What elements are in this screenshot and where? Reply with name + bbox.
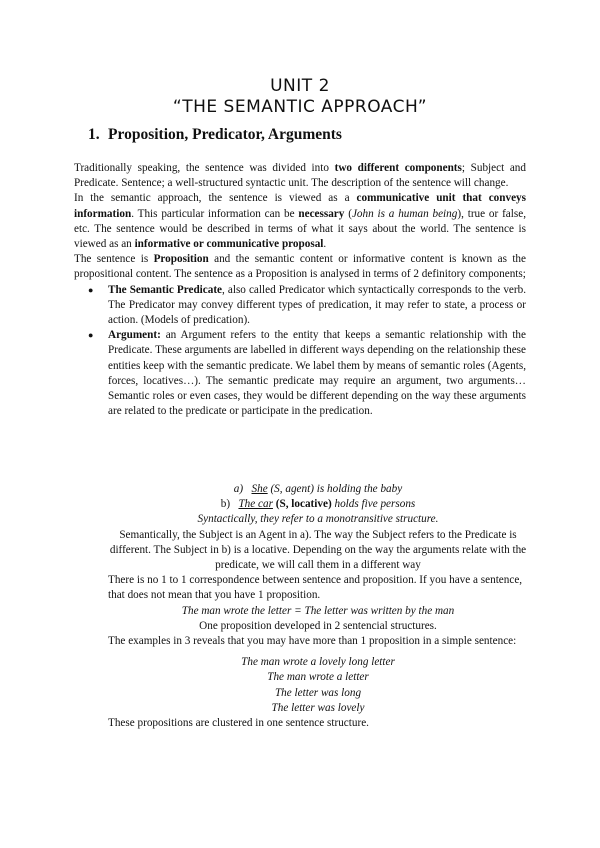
body-upper xyxy=(74,161,526,419)
section-heading xyxy=(88,126,342,144)
list-item: ● The Semantic Predicate, also called Predicator which syntactically corresponds to the verb. The Predicator may convey different types of predication, it may refer to state, a process or action. (Models of predication). xyxy=(88,283,526,327)
section-title: Proposition, Predicator, Arguments xyxy=(108,126,342,143)
one-proposition: One proposition developed in 2 sentencial structures. xyxy=(199,619,437,632)
example-sentence: The man wrote a letter xyxy=(267,671,369,684)
section-number: 1. xyxy=(88,126,100,143)
paragraph-semantic-approach: In the semantic approach, the sentence is viewed as a communicative unit that conveys information. This particular information can be necessary (John is a human being), true or false, etc. The sentence would be described in terms of what it says about the world. The sentence is viewed as an informative or communicative proposal. xyxy=(74,192,526,251)
body-lower xyxy=(108,482,528,731)
example-b: b) The car (S, locative) holds five persons xyxy=(220,498,416,511)
paragraph-closing: These propositions are clustered in one sentence structure. xyxy=(108,717,369,730)
bullet-icon: ● xyxy=(88,284,94,295)
unit-subtitle: “THE SEMANTIC APPROACH” xyxy=(172,97,428,117)
paragraph-examples: The examples in 3 reveals that you may have more than 1 proposition in a simple sentence: xyxy=(108,635,517,648)
unit-title: UNIT 2 xyxy=(270,76,330,96)
paragraph-intro: Traditionally speaking, the sentence was divided into two different components; Subject and Predicate. Sentence; a well-structured syntactic unit. The description of the sentence will change. xyxy=(74,162,526,190)
bullet-list xyxy=(74,283,526,420)
paragraph-proposition: The sentence is Proposition and the semantic content or informative content is known as the propositional content. The sentence as a Proposition is analysed in terms of 2 definitory components; xyxy=(74,253,526,281)
paragraph-centered: Semantically, the Subject is an Agent in a). The way the Subject refers to the Predicate is different. The Subject in b) is a locative. Depending on the way the arguments relate with the predicate, we will call them in a different way xyxy=(109,528,527,572)
monotransitive-note: Syntactically, they refer to a monotransitive structure. xyxy=(197,513,439,526)
example-sentence: The letter was lovely xyxy=(271,701,365,714)
list-item: ● Argument: an Argument refers to the entity that keeps a semantic relationship with the Predicate. These arguments are labelled in different ways depending on the relationship these entities keep with the semantic predicate. We label them by means of semantic roles (Agents, forces, locatives…). The semantic predicate may require an argument, two arguments… Semantic roles or even cases, they would be different depending on the way these arguments are related to the predicate or participate in the predication. xyxy=(88,329,526,418)
example-a: a) She (S, agent) is holding the baby xyxy=(233,483,403,495)
man-example: The man wrote the letter = The letter was written by the man xyxy=(181,604,455,617)
example-sentence: The man wrote a lovely long letter xyxy=(241,656,395,669)
bullet-icon: ● xyxy=(88,330,94,341)
examples-list xyxy=(108,655,528,716)
paragraph-correspondence: There is no 1 to 1 correspondence between sentence and proposition. If you have a sentence, that does not mean that you have 1 proposition. xyxy=(108,574,523,602)
example-sentence: The letter was long xyxy=(274,686,362,699)
